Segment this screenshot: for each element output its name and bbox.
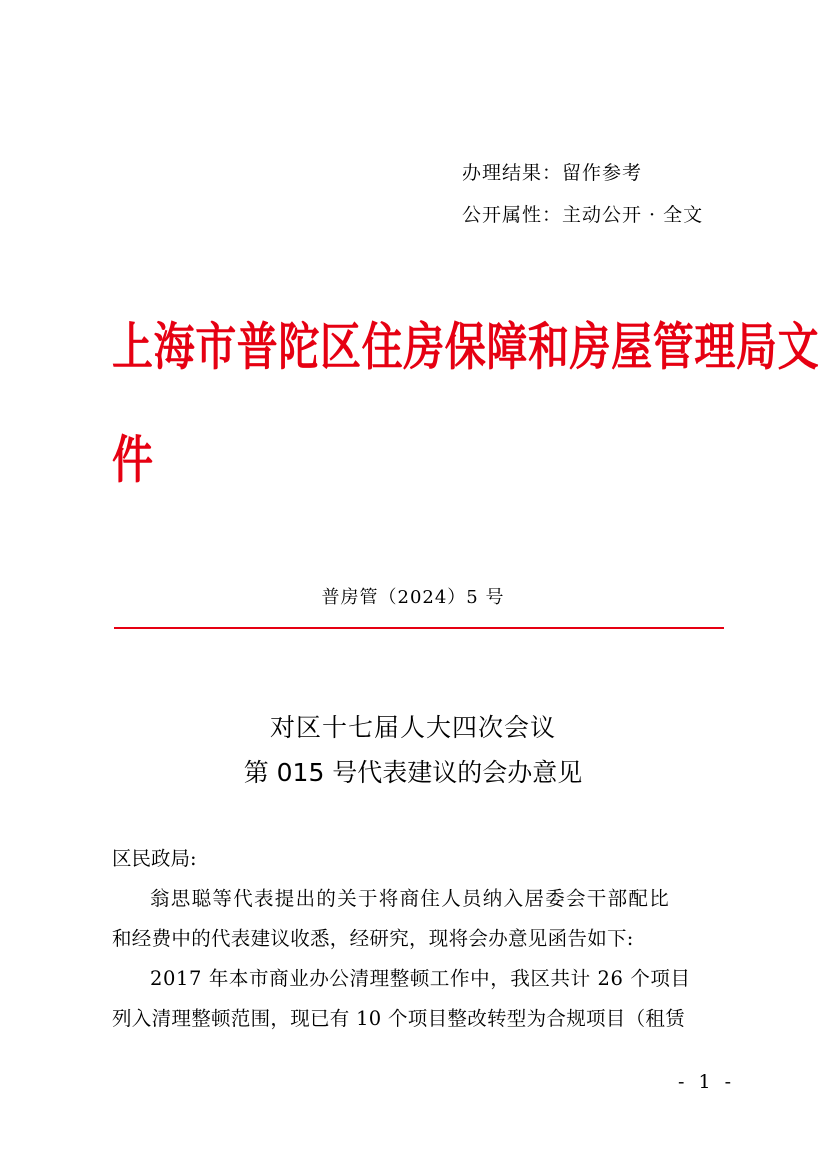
subject-title-line2: 第 015 号代表建议的会办意见 (243, 758, 583, 787)
body-line: 2017 年本市商业办公清理整顿工作中，我区共计 26 个项目 (150, 967, 691, 990)
disclosure-attribute: 公开属性：主动公开 · 全文 (462, 204, 704, 226)
masthead-title-line1: 上海市普陀区住房保障和房屋管理局文 (112, 317, 820, 377)
body-line: 列入清理整顿范围，现已有 10 个项目整改转型为合规项目（租赁 (112, 1007, 686, 1030)
body-line: 和经费中的代表建议收悉，经研究，现将会办意见函告如下: (112, 927, 634, 950)
red-separator-rule (114, 627, 724, 629)
document-number: 普房管（2024）5 号 (321, 587, 505, 608)
addressee: 区民政局: (112, 847, 197, 870)
subject-title-line1: 对区十七届人大四次会议 (269, 713, 556, 742)
handling-result: 办理结果：留作参考 (462, 162, 643, 184)
masthead-title-line2: 件 (112, 430, 153, 490)
body-line: 翁思聪等代表提出的关于将商住人员纳入居委会干部配比 (150, 887, 671, 910)
page-number: - 1 - (678, 1071, 736, 1093)
